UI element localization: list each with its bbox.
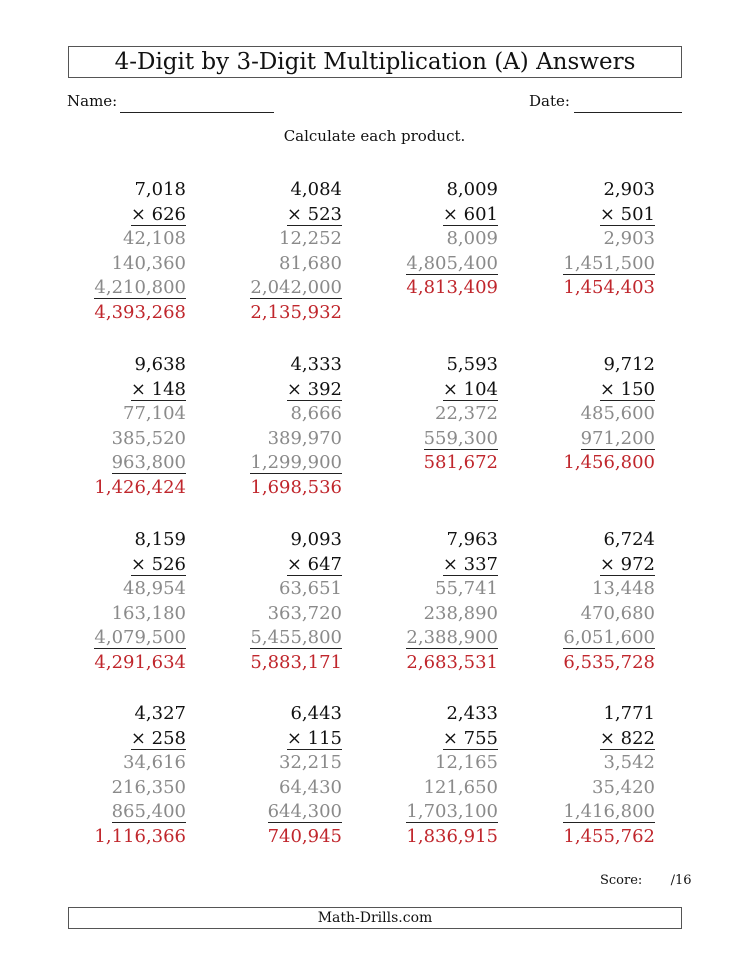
answer: 4,393,268	[94, 301, 186, 323]
problem	[56, 353, 186, 501]
partial-product: 644,300	[267, 801, 342, 823]
multiplier: × 626	[130, 203, 186, 225]
partial-product: 2,903	[603, 228, 655, 250]
multiplier: × 755	[442, 727, 498, 749]
multiplier: × 601	[442, 203, 498, 225]
answer: 6,535,728	[563, 651, 655, 673]
partial-product: 216,350	[111, 776, 186, 798]
partial-product: 6,051,600	[563, 627, 655, 649]
answer: 5,883,171	[250, 651, 342, 673]
score	[600, 873, 692, 888]
problem	[368, 353, 498, 476]
partial-product: 34,616	[123, 752, 186, 774]
multiplier: × 258	[130, 727, 186, 749]
multiplier: × 972	[599, 553, 655, 575]
score-label: Score:	[600, 873, 643, 888]
problem	[56, 528, 186, 676]
partial-product: 77,104	[123, 403, 186, 425]
date-line	[574, 112, 682, 113]
footer: Math-Drills.com	[68, 907, 682, 929]
multiplicand: 6,443	[290, 703, 342, 724]
partial-product: 55,741	[435, 578, 498, 600]
worksheet-title: 4-Digit by 3-Digit Multiplication (A) Answers	[68, 46, 682, 78]
partial-product: 64,430	[279, 776, 342, 798]
answer: 1,116,366	[94, 825, 186, 847]
multiplier: × 647	[286, 553, 342, 575]
partial-product: 8,666	[290, 403, 342, 425]
problem	[212, 353, 342, 501]
date-label: Date:	[529, 92, 570, 110]
partial-product: 12,252	[279, 228, 342, 250]
partial-product: 963,800	[111, 452, 186, 474]
problem	[525, 702, 655, 850]
partial-product: 13,448	[592, 578, 655, 600]
answer: 1,455,762	[563, 825, 655, 847]
multiplier: × 337	[442, 553, 498, 575]
partial-product: 163,180	[111, 602, 186, 624]
partial-product: 1,451,500	[563, 252, 655, 274]
problem	[368, 528, 498, 676]
multiplicand: 4,327	[134, 703, 186, 724]
multiplier: × 501	[599, 203, 655, 225]
partial-product: 12,165	[435, 752, 498, 774]
partial-product: 238,890	[423, 602, 498, 624]
answer: 1,456,800	[563, 452, 655, 474]
partial-product: 1,299,900	[250, 452, 342, 474]
partial-product: 485,600	[580, 403, 655, 425]
multiplicand: 2,903	[603, 179, 655, 200]
multiplier: × 523	[286, 203, 342, 225]
partial-product: 865,400	[111, 801, 186, 823]
problem	[368, 702, 498, 850]
partial-product: 22,372	[435, 403, 498, 425]
partial-product: 140,360	[111, 252, 186, 274]
answer: 1,698,536	[250, 476, 342, 498]
partial-product: 35,420	[592, 776, 655, 798]
partial-product: 48,954	[123, 578, 186, 600]
problem	[56, 178, 186, 326]
score-total: /16	[670, 873, 692, 888]
answer: 4,291,634	[94, 651, 186, 673]
partial-product: 1,703,100	[406, 801, 498, 823]
multiplicand: 2,433	[446, 703, 498, 724]
partial-product: 4,210,800	[94, 277, 186, 299]
partial-product: 363,720	[267, 602, 342, 624]
multiplicand: 8,009	[446, 179, 498, 200]
problem	[525, 528, 655, 676]
instructions: Calculate each product.	[283, 127, 466, 145]
partial-product: 2,388,900	[406, 627, 498, 649]
problem	[56, 702, 186, 850]
answer: 581,672	[423, 452, 498, 474]
problem	[212, 528, 342, 676]
multiplicand: 1,771	[603, 703, 655, 724]
partial-product: 3,542	[603, 752, 655, 774]
partial-product: 1,416,800	[563, 801, 655, 823]
multiplicand: 7,963	[446, 529, 498, 550]
problem	[212, 702, 342, 850]
partial-product: 4,805,400	[406, 252, 498, 274]
multiplicand: 4,084	[290, 179, 342, 200]
multiplier: × 150	[599, 378, 655, 400]
name-line	[120, 112, 274, 113]
multiplicand: 9,638	[134, 354, 186, 375]
multiplicand: 9,712	[603, 354, 655, 375]
multiplicand: 6,724	[603, 529, 655, 550]
problem	[525, 178, 655, 301]
partial-product: 42,108	[123, 228, 186, 250]
problem	[368, 178, 498, 301]
multiplicand: 5,593	[446, 354, 498, 375]
answer: 2,683,531	[406, 651, 498, 673]
name-label: Name:	[67, 92, 118, 110]
multiplicand: 8,159	[134, 529, 186, 550]
multiplicand: 9,093	[290, 529, 342, 550]
partial-product: 121,650	[423, 776, 498, 798]
multiplier: × 392	[286, 378, 342, 400]
partial-product: 5,455,800	[250, 627, 342, 649]
partial-product: 385,520	[111, 427, 186, 449]
partial-product: 81,680	[279, 252, 342, 274]
partial-product: 4,079,500	[94, 627, 186, 649]
partial-product: 8,009	[446, 228, 498, 250]
partial-product: 559,300	[423, 427, 498, 449]
partial-product: 2,042,000	[250, 277, 342, 299]
answer: 1,426,424	[94, 476, 186, 498]
partial-product: 63,651	[279, 578, 342, 600]
multiplier: × 148	[130, 378, 186, 400]
multiplier: × 104	[442, 378, 498, 400]
partial-product: 32,215	[279, 752, 342, 774]
multiplicand: 4,333	[290, 354, 342, 375]
answer: 740,945	[267, 825, 342, 847]
answer: 1,454,403	[563, 277, 655, 299]
answer: 1,836,915	[406, 825, 498, 847]
problem	[525, 353, 655, 476]
multiplier: × 526	[130, 553, 186, 575]
partial-product: 470,680	[580, 602, 655, 624]
multiplier: × 822	[599, 727, 655, 749]
multiplicand: 7,018	[134, 179, 186, 200]
partial-product: 389,970	[267, 427, 342, 449]
answer: 2,135,932	[250, 301, 342, 323]
partial-product: 971,200	[580, 427, 655, 449]
multiplier: × 115	[286, 727, 342, 749]
problem	[212, 178, 342, 326]
answer: 4,813,409	[406, 277, 498, 299]
